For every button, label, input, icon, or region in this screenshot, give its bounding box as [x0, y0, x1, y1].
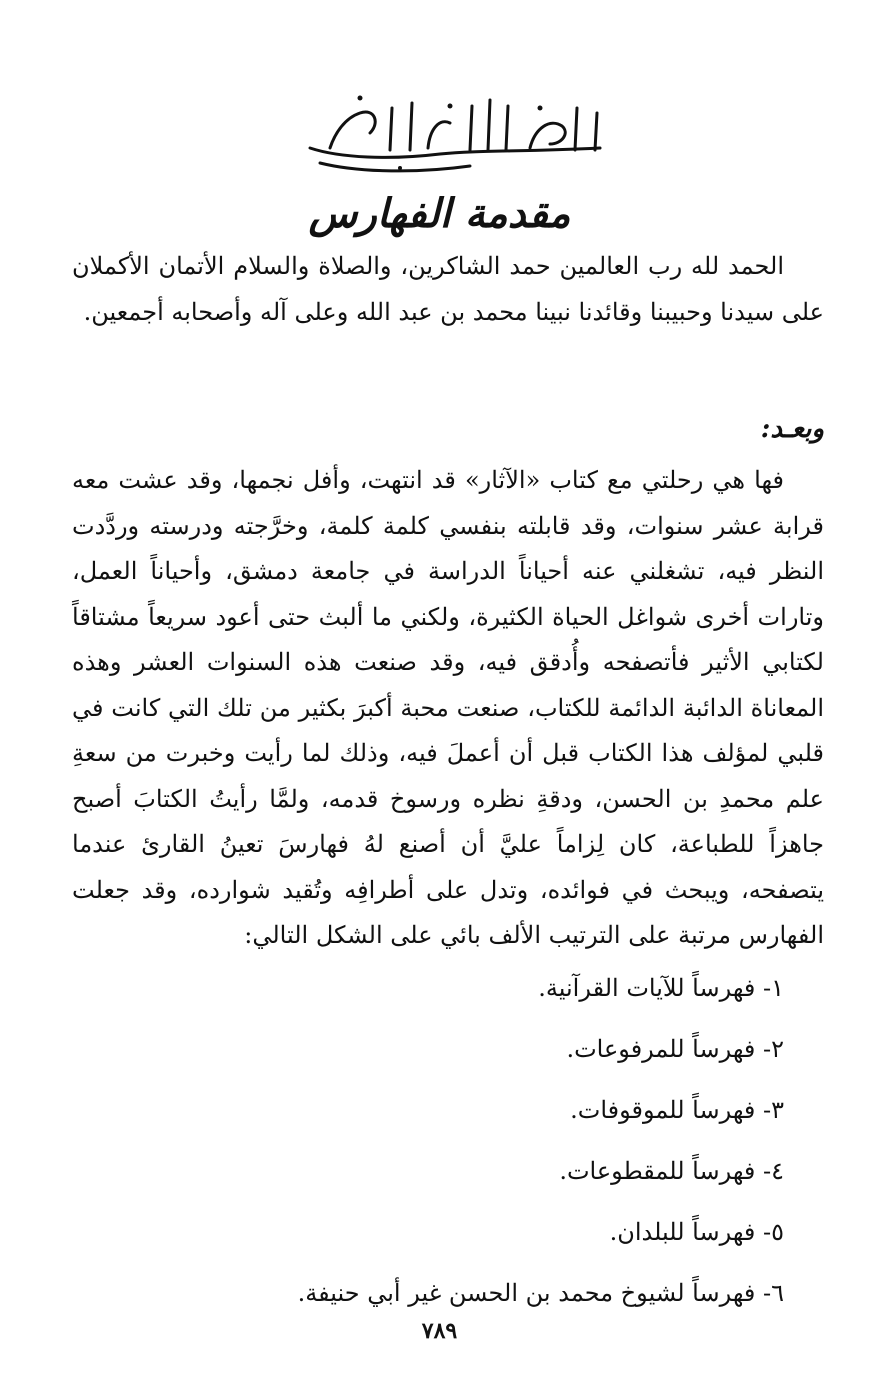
- page-title: مقدمة الفهارس: [308, 190, 571, 237]
- body-text: فها هي رحلتي مع كتاب «الآثار» قد انتهت، وأفل نجمها، وقد عشت معه قرابة عشر سنوات، وقد قابلته بنفسي كلمة كلمة، وخرَّجته ودرسته وردَّدت النظر فيه، تشغلني عنه أحياناً الدراسة في جامعة دمشق، وأحياناً العمل، وتارات أخرى شواغل الحياة الكثيرة، ولكني ما ألبث حتى أعود سريعاً مشتاقاً لكتابي الأثير فأتصفحه وأُدقق فيه، وقد صنعت هذه السنوات العشر وهذه المعاناة الدائبة الدائمة للكتاب، صنعت محبة أكبرَ بكثير من تلك التي كانت في قلبي لمؤلف هذا الكتاب قبل أن أعملَ فيه، وذلك لما رأيت وخبرت من سعةِ علم محمدِ بن الحسن، ودقةِ نظره ورسوخ قدمه، ولمَّا رأيتُ الكتابَ أصبح جاهزاً للطباعة، كان لِزاماً عليَّ أن أصنع لهُ فهارسَ تعينُ القارئ عندما يتصفحه، ويبحث في فوائده، وتدل على أطرافِه وتُقيد شوارده، وقد جعلت الفهارس مرتبة على الترتيب الألف بائي على الشكل التالي:: [72, 466, 824, 949]
- section-opening: وبعـد:: [760, 414, 824, 444]
- list-item: ٦- فهرساً لشيوخ محمد بن الحسن غير أبي حنيفة.: [297, 1279, 784, 1307]
- list-item: ٤- فهرساً للمقطوعات.: [559, 1157, 784, 1185]
- list-item: ١- فهرساً للآيات القرآنية.: [538, 974, 784, 1002]
- basmala-calligraphy: [300, 78, 620, 178]
- list-item: ٥- فهرساً للبلدان.: [609, 1218, 784, 1246]
- intro-paragraph: [72, 244, 824, 335]
- index-list: [72, 958, 784, 1324]
- body-paragraph: [72, 458, 824, 959]
- page-number: ٧٨٩: [421, 1318, 458, 1344]
- list-item: ٣- فهرساً للموقوفات.: [570, 1096, 784, 1124]
- intro-text: الحمد لله رب العالمين حمد الشاكرين، والصلاة والسلام الأتمان الأكملان على سيدنا وحبيبنا وقائدنا نبينا محمد بن عبد الله وعلى آله وأصحابه أجمعين.: [72, 252, 824, 326]
- list-item: ٢- فهرساً للمرفوعات.: [566, 1035, 784, 1063]
- basmala-calligraphy-drawing: [300, 78, 620, 178]
